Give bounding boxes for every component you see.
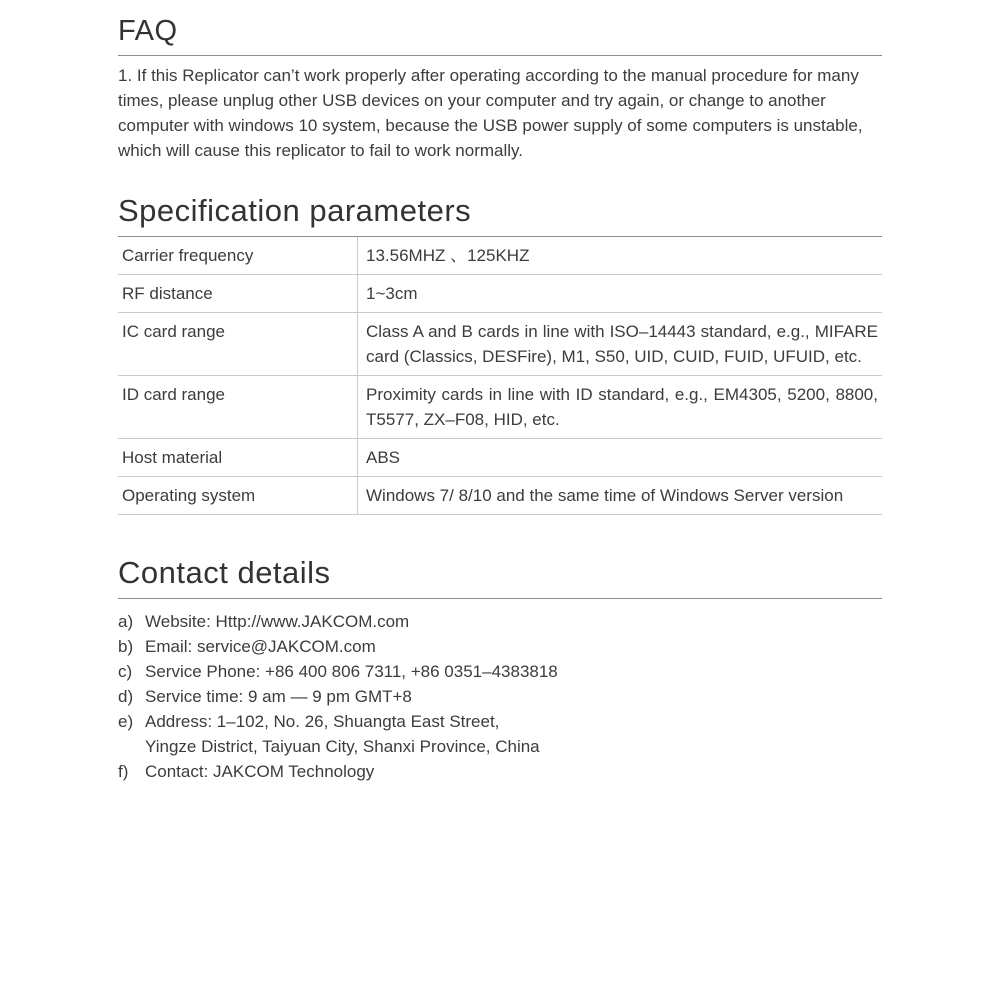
table-row <box>118 237 882 275</box>
contact-item-prefix: a) <box>118 612 134 631</box>
spec-row-label: IC card range <box>122 322 225 341</box>
spec-row-label: Carrier frequency <box>122 246 254 265</box>
spec-section <box>118 193 882 515</box>
table-row <box>118 313 882 376</box>
list-item <box>118 609 882 634</box>
contact-item-text: Service time: 9 am — 9 pm GMT+8 <box>145 687 412 706</box>
spec-title: Specification parameters <box>118 193 472 228</box>
contact-address-line-2: Yingze District, Taiyuan City, Shanxi Province, China <box>145 737 540 756</box>
table-row <box>118 275 882 313</box>
contact-item-prefix: d) <box>118 687 134 706</box>
list-item <box>118 634 882 659</box>
spec-row-label: ID card range <box>122 385 225 404</box>
contact-item-prefix: e) <box>118 712 134 731</box>
table-row <box>118 439 882 477</box>
list-item <box>118 659 882 684</box>
spec-row-value: Proximity cards in line with ID standard, e.g., EM4305, 5200, 8800, T5577, ZX–F08, HID, etc. <box>357 376 882 438</box>
list-item <box>118 684 882 709</box>
contact-divider <box>118 598 882 599</box>
spec-row-label: Host material <box>122 448 223 467</box>
contact-item-prefix: f) <box>118 762 129 781</box>
contact-address-line-1: Address: 1–102, No. 26, Shuangta East Street, <box>145 712 500 731</box>
document-page <box>118 0 882 784</box>
table-row <box>118 376 882 439</box>
contact-item-text: Contact: JAKCOM Technology <box>145 762 375 781</box>
contact-section <box>118 555 882 784</box>
contact-item-text: Email: service@JAKCOM.com <box>145 637 376 656</box>
table-row <box>118 477 882 515</box>
spec-row-value: Class A and B cards in line with ISO–14443 standard, e.g., MIFARE card (Classics, DESFire), M1, S50, UID, CUID, FUID, UFUID, etc. <box>357 313 882 375</box>
list-item <box>118 759 882 784</box>
faq-section <box>118 15 882 163</box>
spec-table <box>118 237 882 515</box>
spec-row-value: ABS <box>357 439 882 476</box>
contact-item-prefix: b) <box>118 637 134 656</box>
faq-title: FAQ <box>118 15 178 47</box>
spec-row-value: 13.56MHZ 、125KHZ <box>357 237 882 274</box>
spec-row-label: Operating system <box>122 486 256 505</box>
spec-row-value: 1~3cm <box>357 275 882 312</box>
faq-paragraph: 1. If this Replicator can’t work properly after operating according to the manual procedure for many times, please unplug other USB devices on your computer and try again, or change to another computer with windows 10 system, because the USB power supply of some computers is unstable, which will cause this replicator to fail to work normally. <box>118 66 863 160</box>
contact-item-text: Service Phone: +86 400 806 7311, +86 0351–4383818 <box>145 662 558 681</box>
faq-divider <box>118 55 882 56</box>
contact-title: Contact details <box>118 555 331 590</box>
spec-row-value: Windows 7/ 8/10 and the same time of Windows Server version <box>357 477 882 514</box>
contact-item-text: Website: Http://www.JAKCOM.com <box>145 612 410 631</box>
contact-item-text <box>145 709 882 759</box>
list-item <box>118 709 882 759</box>
contact-item-prefix: c) <box>118 662 133 681</box>
contact-list <box>118 609 882 784</box>
spec-row-label: RF distance <box>122 284 213 303</box>
